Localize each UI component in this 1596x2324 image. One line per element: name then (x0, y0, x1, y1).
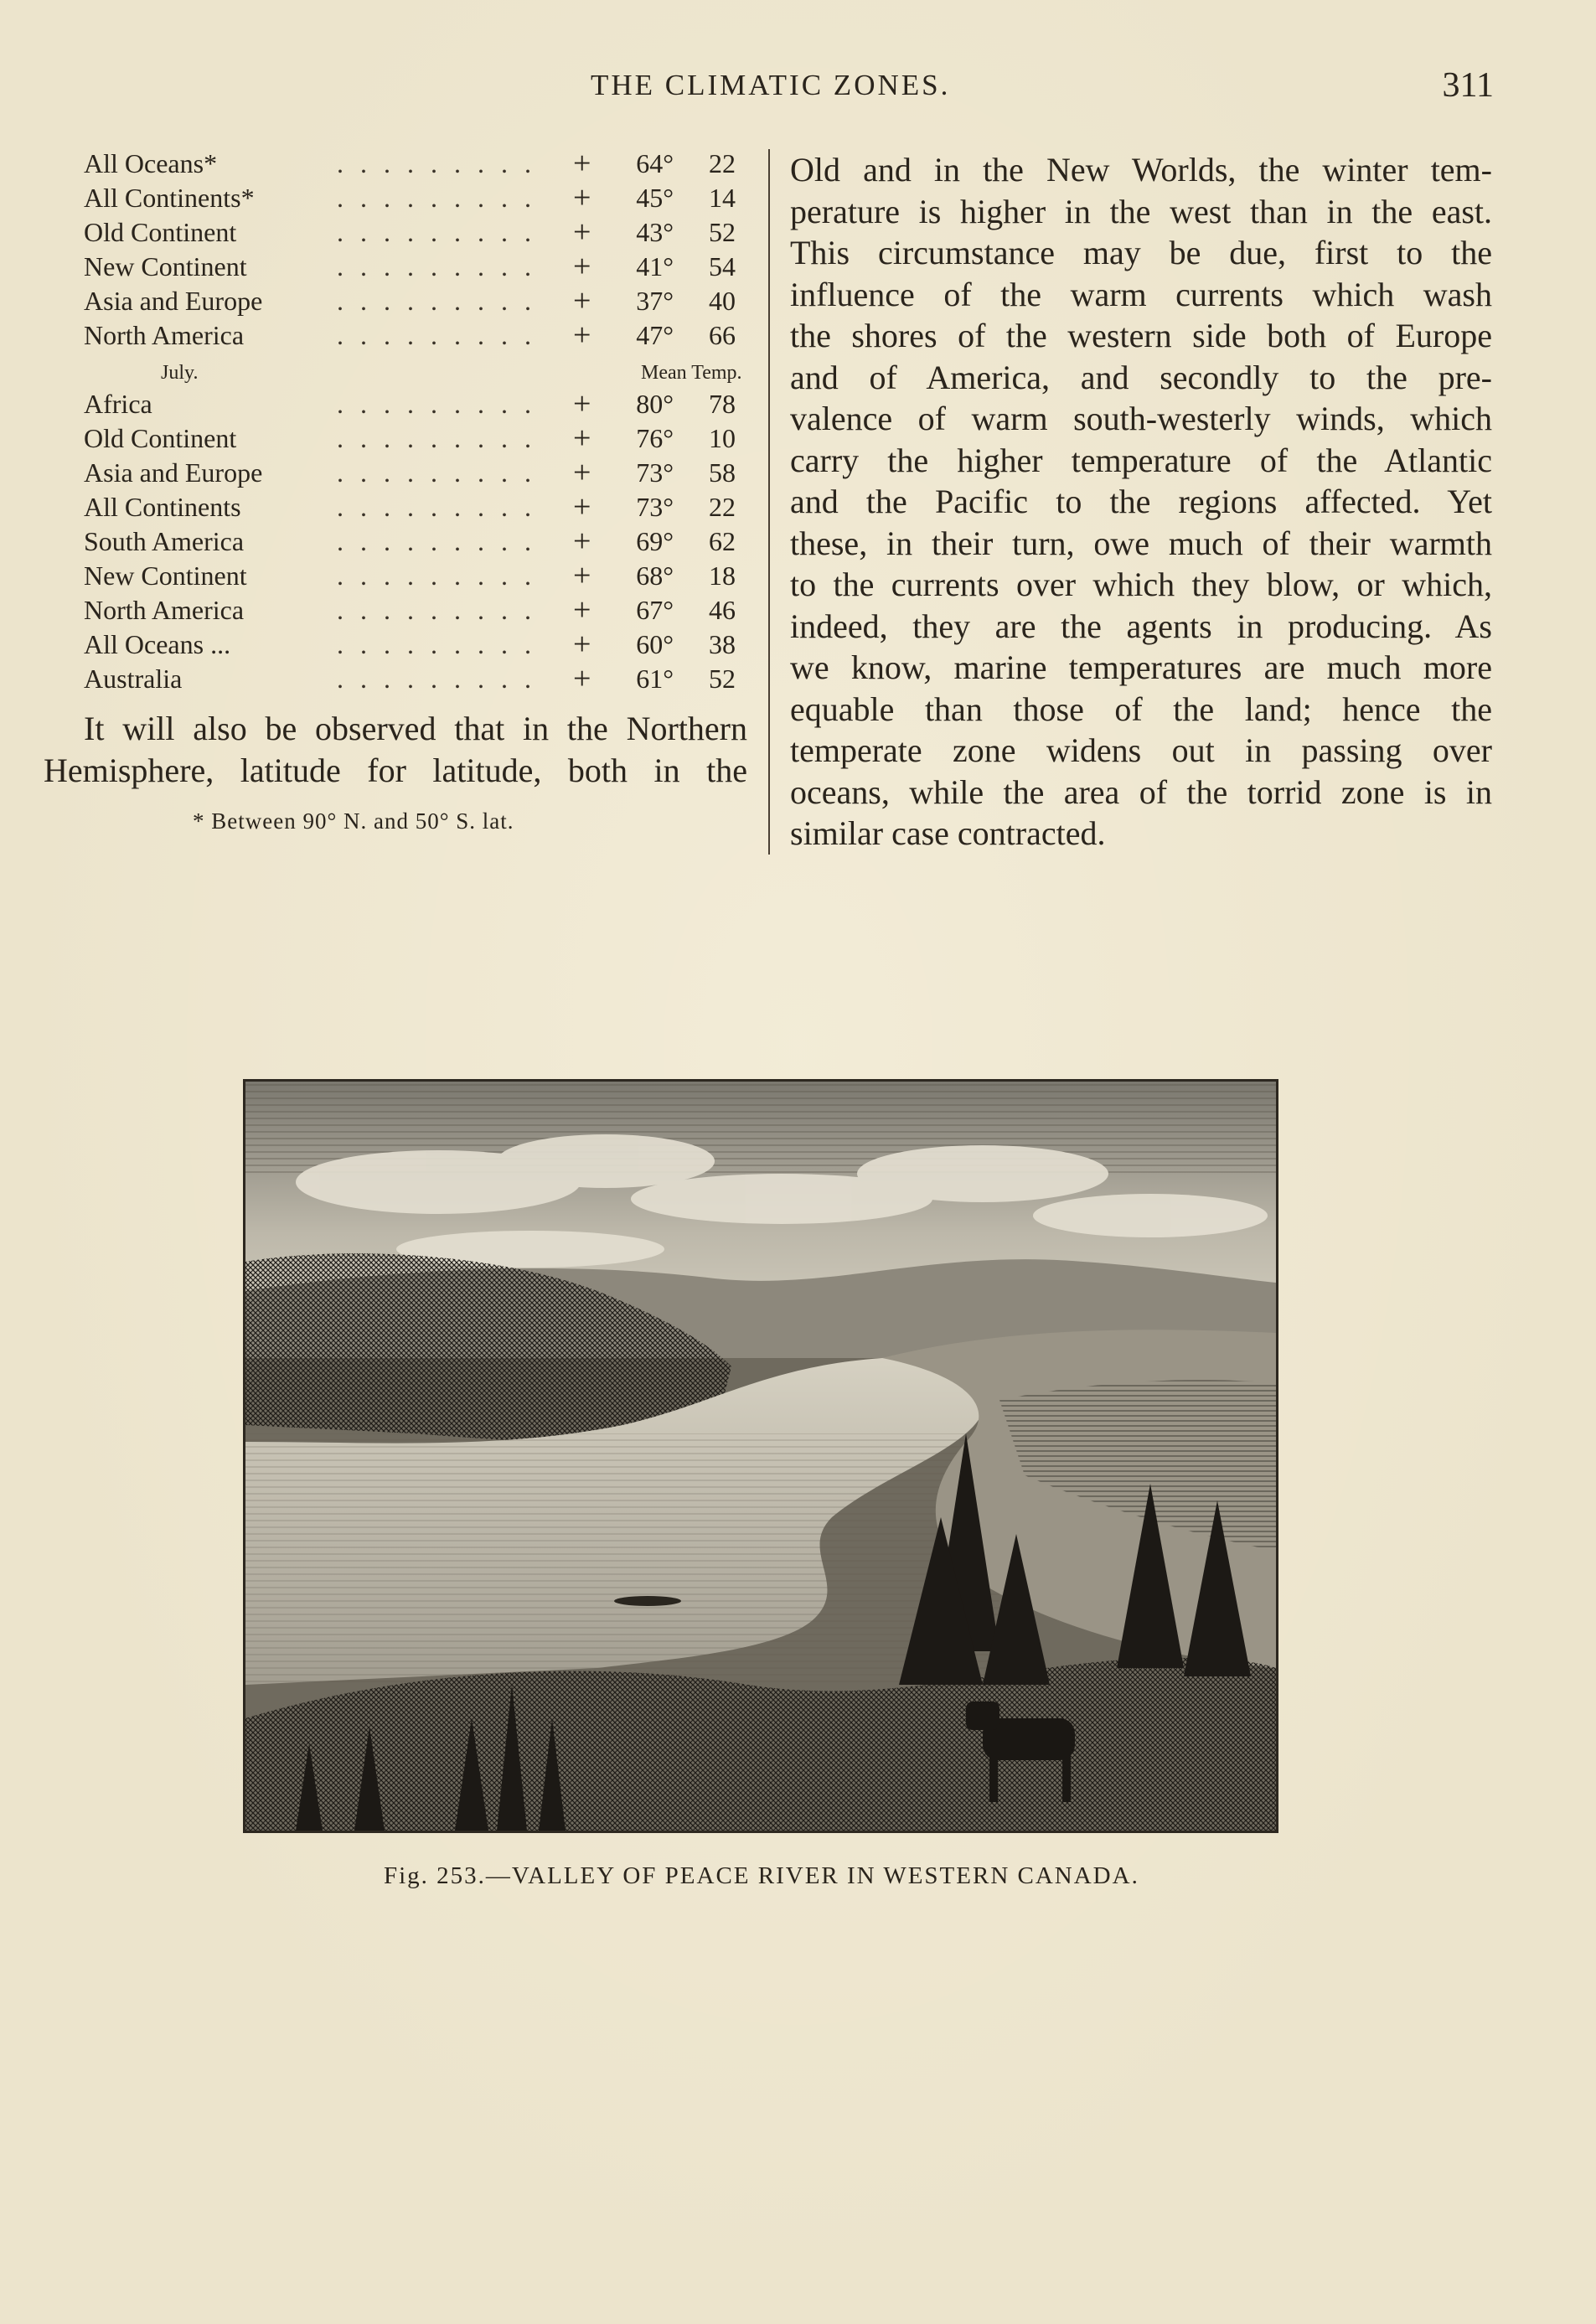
sign: + (573, 180, 591, 215)
region-name: New Continent (84, 560, 247, 591)
region-name: Asia and Europe (84, 286, 263, 316)
minutes: 46 (709, 595, 736, 625)
degrees: 37° (636, 286, 674, 316)
figure-caption: Fig. 253.—VALLEY OF PEACE RIVER IN WESTERN CANADA. (384, 1862, 1139, 1889)
region-name: Australia (84, 664, 183, 694)
table-row (44, 215, 752, 250)
paragraph-line: equable than those of the land; hence the (790, 689, 1492, 728)
paragraph-line: we know, marine temperatures are much more (790, 648, 1492, 686)
paragraph-line: temperate zone widens out in passing over (790, 731, 1492, 769)
region-name: Asia and Europe (84, 457, 263, 488)
minutes: 14 (709, 183, 736, 213)
paragraph-line: these, in their turn, owe much of their warmth (790, 524, 1492, 562)
minutes: 22 (709, 492, 736, 522)
leader-dots: . . . . . . . . . (337, 251, 536, 281)
region-name: New Continent (84, 251, 247, 281)
leader-dots: . . . . . . . . . (337, 457, 536, 488)
valley-engraving (245, 1082, 1276, 1831)
left-paragraph-line-2: Hemisphere, latitude for latitude, both in the (44, 751, 747, 789)
page-number: 311 (1442, 66, 1494, 105)
region-name: All Oceans* (84, 148, 218, 178)
leader-dots: . . . . . . . . . (337, 320, 536, 350)
paragraph-line: influence of the warm currents which wash (790, 275, 1492, 313)
table-row (44, 421, 752, 456)
leader-dots: . . . . . . . . . (337, 595, 536, 625)
degrees: 45° (636, 183, 674, 213)
table-row (44, 284, 752, 318)
footnote: * Between 90° N. and 50° S. lat. (193, 808, 514, 834)
sign: + (573, 489, 591, 524)
table-row (44, 318, 752, 353)
table-row (44, 559, 752, 593)
paragraph-line: Old and in the New Worlds, the winter tem- (790, 151, 1492, 189)
leader-dots: . . . . . . . . . (337, 560, 536, 591)
table-row (44, 456, 752, 490)
sign: + (573, 558, 591, 593)
table-row (44, 593, 752, 627)
degrees: 68° (636, 560, 674, 591)
region-name: South America (84, 526, 245, 556)
temperature-table-upper (44, 147, 752, 353)
table-row (44, 147, 752, 181)
degrees: 41° (636, 251, 674, 281)
degrees: 76° (636, 423, 674, 453)
sign: + (573, 146, 591, 181)
table-row (44, 250, 752, 284)
leader-dots: . . . . . . . . . (337, 286, 536, 316)
paragraph-line: indeed, they are the agents in producing. As (790, 607, 1492, 645)
minutes: 38 (709, 629, 736, 659)
table-row (44, 524, 752, 559)
paragraph-line: and of America, and secondly to the pre- (790, 358, 1492, 396)
paragraph-line: to the currents over which they blow, or which, (790, 566, 1492, 603)
leader-dots: . . . . . . . . . (337, 629, 536, 659)
table-row (44, 181, 752, 215)
running-head: THE CLIMATIC ZONES. (591, 69, 951, 101)
sign: + (573, 627, 591, 662)
table-row (44, 490, 752, 524)
paragraph-line: similar case contracted. (790, 814, 1106, 852)
paragraph-line: and the Pacific to the regions affected. Yet (790, 483, 1492, 520)
sign: + (573, 661, 591, 696)
region-name: Africa (84, 389, 152, 419)
degrees: 64° (636, 148, 674, 178)
minutes: 18 (709, 560, 736, 591)
degrees: 60° (636, 629, 674, 659)
column-rule (768, 149, 770, 855)
sign: + (573, 455, 591, 490)
table-row (44, 627, 752, 662)
degrees: 43° (636, 217, 674, 247)
paragraph-line: perature is higher in the west than in the east. (790, 192, 1492, 230)
degrees: 80° (636, 389, 674, 419)
sign: + (573, 386, 591, 421)
canoe (614, 1596, 681, 1606)
leader-dots: . . . . . . . . . (337, 183, 536, 213)
july-subheading (44, 353, 752, 387)
minutes: 54 (709, 251, 736, 281)
paragraph-line: valence of warm south-westerly winds, which (790, 400, 1492, 437)
minutes: 78 (709, 389, 736, 419)
sign: + (573, 214, 591, 250)
paragraph-line: carry the higher temperature of the Atlantic (790, 441, 1492, 479)
leader-dots: . . . . . . . . . (337, 492, 536, 522)
region-name: All Continents (84, 492, 241, 522)
paragraph-line: the shores of the western side both of Europe (790, 317, 1492, 354)
engraving-illustration (243, 1079, 1278, 1833)
sign: + (573, 524, 591, 559)
temperature-table-july (44, 387, 752, 696)
region-name: North America (84, 595, 245, 625)
paragraph-line: This circumstance may be due, first to the (790, 234, 1492, 271)
table-row (44, 662, 752, 696)
region-name: Old Continent (84, 423, 237, 453)
sign: + (573, 592, 591, 627)
leader-dots: . . . . . . . . . (337, 217, 536, 247)
minutes: 52 (709, 217, 736, 247)
right-column (790, 149, 1492, 855)
sign: + (573, 318, 591, 353)
region-name: North America (84, 320, 245, 350)
sign: + (573, 283, 591, 318)
region-name: Old Continent (84, 217, 237, 247)
minutes: 62 (709, 526, 736, 556)
sign: + (573, 249, 591, 284)
degrees: 61° (636, 664, 674, 694)
minutes: 66 (709, 320, 736, 350)
leader-dots: . . . . . . . . . (337, 526, 536, 556)
leader-dots: . . . . . . . . . (337, 148, 536, 178)
minutes: 10 (709, 423, 736, 453)
degrees: 69° (636, 526, 674, 556)
paragraph-line: oceans, while the area of the torrid zone is in (790, 772, 1492, 811)
degrees: 73° (636, 492, 674, 522)
minutes: 22 (709, 148, 736, 178)
minutes: 58 (709, 457, 736, 488)
region-name: All Oceans ... (84, 629, 231, 659)
left-paragraph-line-1: It will also be observed that in the Northern (84, 710, 747, 747)
mean-temp-label: Mean Temp. (641, 362, 742, 384)
degrees: 47° (636, 320, 674, 350)
leader-dots: . . . . . . . . . (337, 423, 536, 453)
left-paragraph (44, 708, 747, 792)
region-name: All Continents* (84, 183, 255, 213)
minutes: 52 (709, 664, 736, 694)
sign: + (573, 421, 591, 456)
left-column (44, 147, 752, 834)
degrees: 73° (636, 457, 674, 488)
minutes: 40 (709, 286, 736, 316)
leader-dots: . . . . . . . . . (337, 664, 536, 694)
table-row (44, 387, 752, 421)
leader-dots: . . . . . . . . . (337, 389, 536, 419)
july-label: July. (161, 362, 199, 384)
degrees: 67° (636, 595, 674, 625)
